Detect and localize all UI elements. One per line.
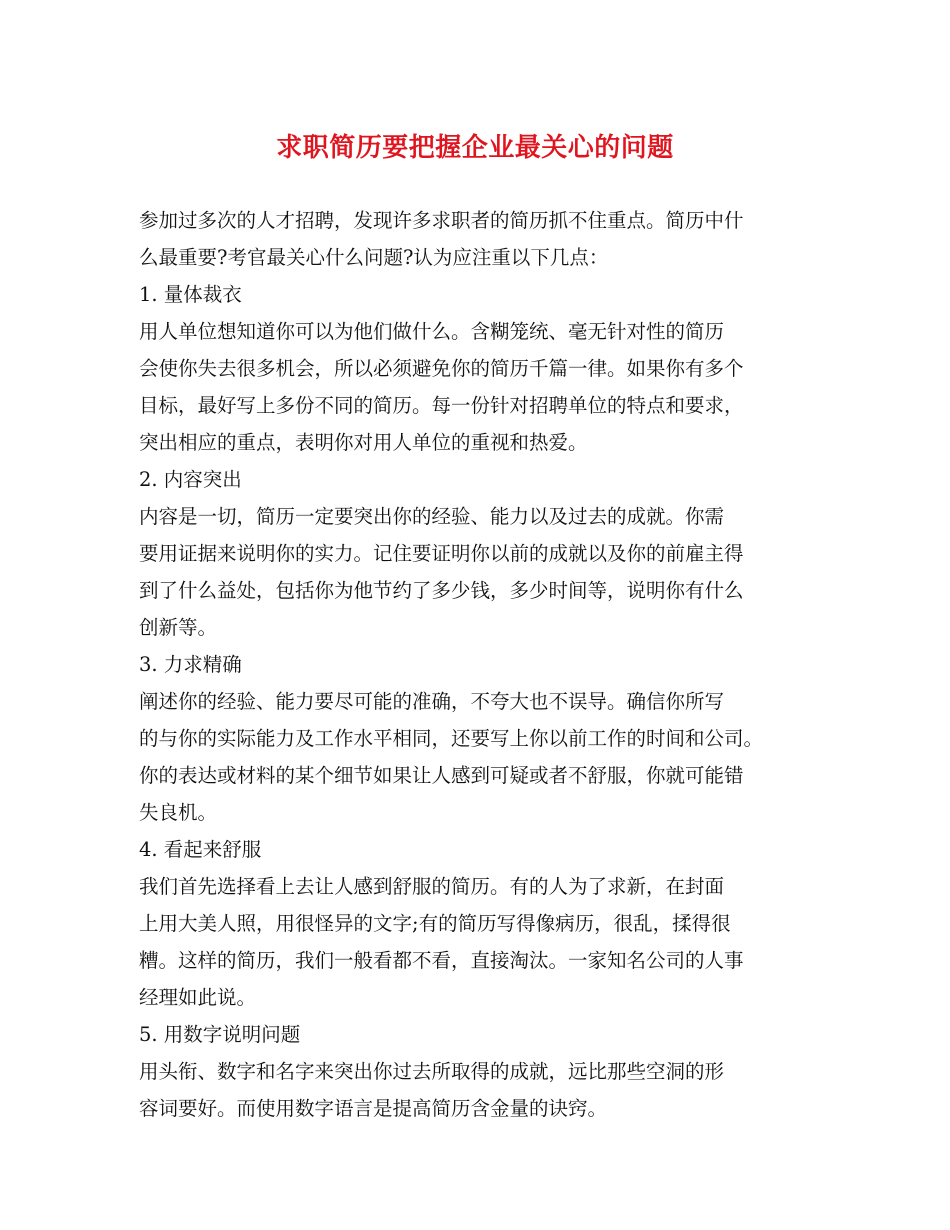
body-line: 到了什么益处，包括你为他节约了多少钱，多少时间等，说明你有什么 [139, 579, 744, 602]
body-line: 失良机。 [139, 801, 218, 824]
body-line: 创新等。 [139, 616, 218, 639]
body-line: 上用大美人照，用很怪异的文字;有的简历写得像病历，很乱，揉得很 [139, 912, 731, 935]
body-line: 的与你的实际能力及工作水平相同，还要写上你以前工作的时间和公司。 [139, 727, 764, 750]
body-line: 1. 量体裁衣 [139, 283, 242, 306]
body-line: 用头衔、数字和名字来突出你过去所取得的成就，远比那些空洞的形 [139, 1060, 725, 1083]
body-line: 突出相应的重点，表明你对用人单位的重视和热爱。 [139, 431, 588, 454]
body-line: 5. 用数字说明问题 [139, 1023, 301, 1046]
body-line: 2. 内容突出 [139, 468, 242, 491]
body-line: 你的表达或材料的某个细节如果让人感到可疑或者不舒服，你就可能错 [139, 764, 744, 787]
body-line: 目标，最好写上多份不同的简历。每一份针对招聘单位的特点和要求， [139, 394, 744, 417]
body-line: 经理如此说。 [139, 986, 257, 1009]
body-line: 糟。这样的简历，我们一般看都不看，直接淘汰。一家知名公司的人事 [139, 949, 744, 972]
body-line: 用人单位想知道你可以为他们做什么。含糊笼统、毫无针对性的简历 [139, 320, 725, 343]
body-line: 会使你失去很多机会，所以必须避免你的简历千篇一律。如果你有多个 [139, 357, 744, 380]
body-line: 阐述你的经验、能力要尽可能的准确，不夸大也不误导。确信你所写 [139, 690, 725, 713]
body-line: 要用证据来说明你的实力。记住要证明你以前的成就以及你的前雇主得 [139, 542, 744, 565]
body-line: 容词要好。而使用数字语言是提高简历含金量的诀窍。 [139, 1097, 608, 1120]
body-line: 内容是一切，简历一定要突出你的经验、能力以及过去的成就。你需 [139, 505, 725, 528]
document-title: 求职简历要把握企业最关心的问题 [276, 133, 674, 163]
body-line: 参加过多次的人才招聘，发现许多求职者的简历抓不住重点。简历中什 [139, 209, 744, 232]
body-line: 么最重要?考官最关心什么问题?认为应注重以下几点： [139, 246, 609, 269]
body-line: 3. 力求精确 [139, 653, 242, 676]
body-line: 4. 看起来舒服 [139, 838, 262, 861]
body-line: 我们首先选择看上去让人感到舒服的简历。有的人为了求新，在封面 [139, 875, 725, 898]
document-body [139, 202, 829, 1127]
